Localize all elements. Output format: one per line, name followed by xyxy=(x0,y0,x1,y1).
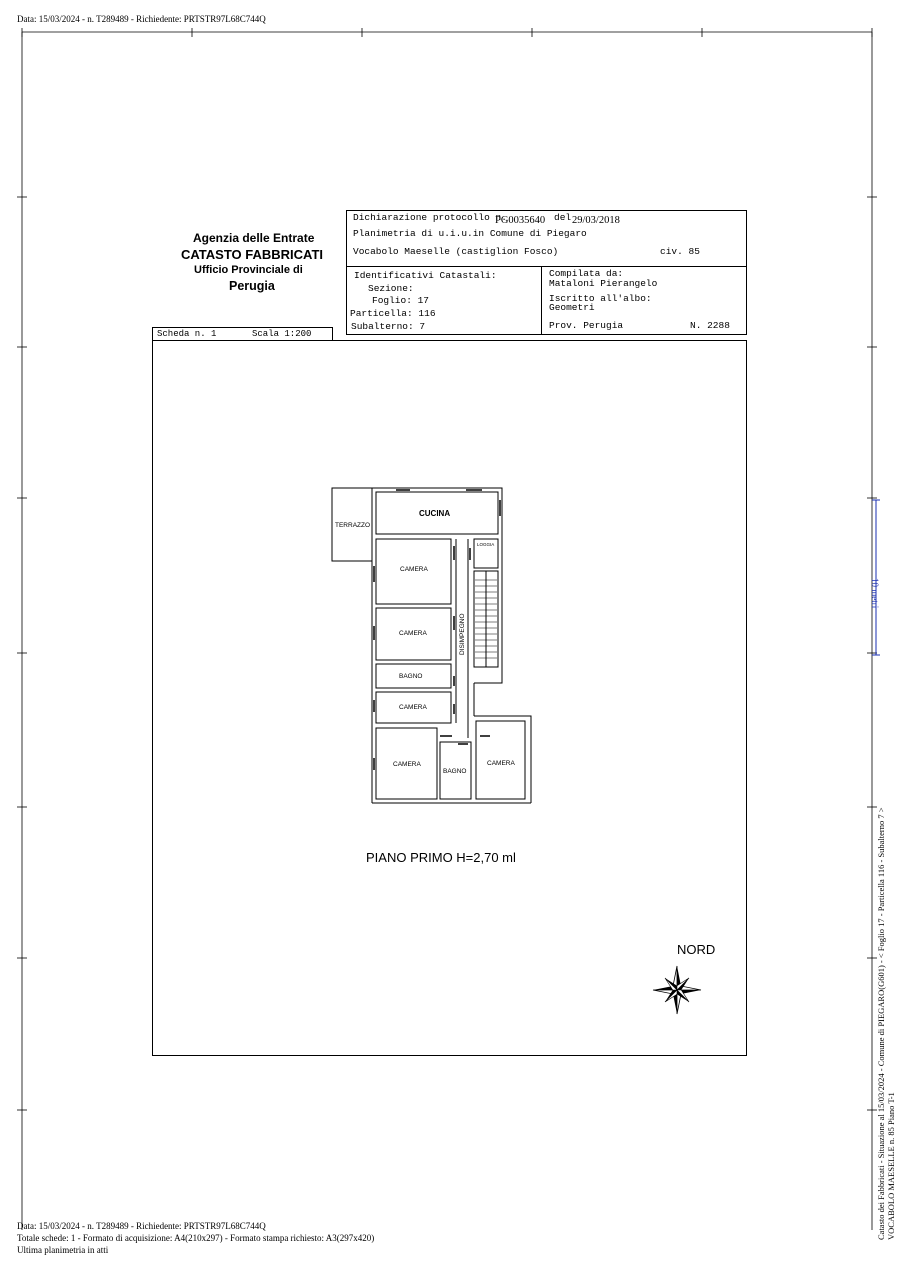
registration-number: N. 2288 xyxy=(690,320,730,331)
room-bagno-1: BAGNO xyxy=(399,673,423,680)
room-loggia: LOGGIA xyxy=(477,542,495,547)
compiler-name: Mataloni Pierangelo xyxy=(549,278,658,289)
room-camera-2: CAMERA xyxy=(399,630,427,637)
room-cucina: CUCINA xyxy=(419,509,451,518)
sheet-scale: Scala 1:200 xyxy=(252,329,312,339)
agency-name: Agenzia delle Entrate xyxy=(193,231,315,245)
room-bagno-2: BAGNO xyxy=(443,768,467,775)
room-terrazzo: TERRAZZO xyxy=(335,522,371,529)
room-disimpegno: DISIMPEGNO xyxy=(459,613,466,655)
compass-rose-icon xyxy=(653,966,701,1014)
office-city: Perugia xyxy=(229,279,275,293)
declaration-label: Dichiarazione protocollo n. xyxy=(353,212,507,223)
room-camera-1: CAMERA xyxy=(400,566,428,573)
header-request-line: Data: 15/03/2024 - n. T289489 - Richiedente: PRTSTR97L68C744Q xyxy=(17,14,266,24)
side-info-line-1: Catasto dei Fabbricati - Situazione al 15/03/2024 - Comune di PIEGARO(G601) - < Foglio 17 - Particella 116 - Subalterno 7 > xyxy=(876,807,886,1240)
sheet-number: Scheda n. 1 xyxy=(157,329,217,339)
address-line: Vocabolo Maeselle (castiglion Fosco) xyxy=(353,246,559,257)
foglio-value: Foglio: 17 xyxy=(372,295,430,306)
catasto-title: CATASTO FABBRICATI xyxy=(181,247,324,262)
subalterno-value: Subalterno: 7 xyxy=(351,321,426,332)
sezione-label: Sezione: xyxy=(368,283,414,294)
footer-request-line: Data: 15/03/2024 - n. T289489 - Richiedente: PRTSTR97L68C744Q xyxy=(17,1221,266,1231)
declaration-date: 29/03/2018 xyxy=(572,215,620,226)
north-label: NORD xyxy=(677,942,716,957)
room-camera-3: CAMERA xyxy=(399,704,427,711)
planimetry-line: Planimetria di u.i.u.in Comune di Piegaro xyxy=(353,228,587,239)
province-value: Prov. Perugia xyxy=(549,320,624,331)
floor-caption: PIANO PRIMO H=2,70 ml xyxy=(366,850,516,865)
del-label: del xyxy=(554,212,572,223)
compiled-by-label: Compilata da: xyxy=(549,268,624,279)
room-camera-4: CAMERA xyxy=(393,761,421,768)
profession-value: Geometri xyxy=(549,302,595,313)
side-info-line-2: VOCABOLO MAESELLE n. 85 Piano T-1 xyxy=(886,1092,896,1240)
office-label: Ufficio Provinciale di xyxy=(194,264,303,276)
footer-format-line: Totale schede: 1 - Formato di acquisizione: A4(210x297) - Formato stampa richiesto: A3(297x420) xyxy=(17,1233,375,1243)
identifiers-title: Identificativi Catastali: xyxy=(354,270,497,281)
scale-bar-label: 10 metri xyxy=(870,578,880,609)
registered-label: Iscritto all'albo: xyxy=(549,293,652,304)
civic-number: civ. 85 xyxy=(660,246,700,257)
protocol-number: PG0035640 xyxy=(495,215,546,226)
room-camera-5: CAMERA xyxy=(487,760,515,767)
particella-value: Particella: 116 xyxy=(350,308,436,319)
footer-last-planimetry: Ultima planimetria in atti xyxy=(17,1245,109,1255)
